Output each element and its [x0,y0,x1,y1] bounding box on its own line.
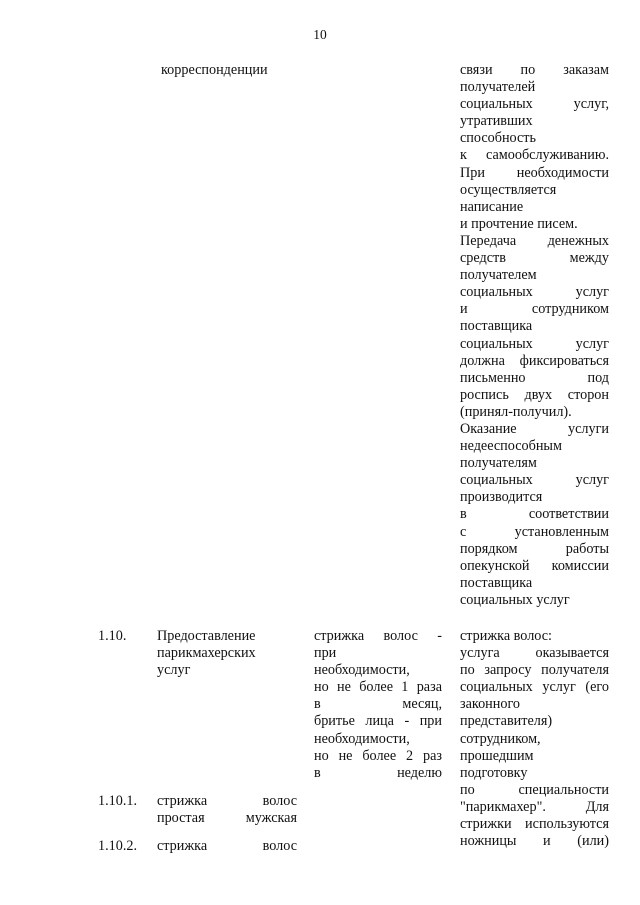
description-line: по специальности [460,781,609,798]
description-line: стрижка волос: [460,628,552,644]
page-number: 10 [313,27,327,42]
description-line: прошедшим [460,747,534,764]
description-line: ножницы и (или) [460,833,609,850]
description-line: письменно под [460,369,609,386]
periodicity-line: в месяц, [314,696,442,713]
periodicity-line: при [314,645,337,662]
description-line: Оказание услуги [460,420,609,437]
description-line: (принял-получил). [460,403,572,420]
description-line: социальных услуг [460,284,609,301]
description-line: в соответствии [460,506,609,523]
description-line: "парикмахер". Для [460,798,609,815]
description-line: сотрудником, [460,730,541,747]
description-line: подготовку [460,764,528,781]
periodicity-line: в неделю [314,764,442,781]
row-1-10-2-name [157,838,297,855]
description-line: должна фиксироваться [460,352,609,369]
description-line: законного [460,696,521,713]
top-row-description [460,62,609,609]
description-line: поставщика [460,318,533,335]
description-line: социальных услуг [460,472,609,489]
periodicity-line: необходимости, [314,662,410,679]
description-line: осуществляется [460,181,557,198]
description-line: социальных услуг [460,591,570,608]
description-line: к самообслуживанию. [460,147,609,164]
description-line: средств между [460,250,609,267]
description-line: получателем [460,267,537,284]
description-line: опекунской комиссии [460,557,609,574]
description-line: услуга оказывается [460,645,609,662]
row-1-10-1-number: 1.10.1. [98,793,138,809]
row-1-10-name [157,628,297,679]
row-1-10-description [460,628,609,850]
description-line: недееспособным [460,438,562,455]
periodicity-line: стрижка волос - [314,628,442,644]
service-name-line: Предоставление [157,628,256,644]
top-row-service-name: корреспонденции [161,62,268,78]
service-name-line: услуг [157,662,191,679]
description-line: связи по заказам [460,62,609,78]
description-line: Передача денежных [460,232,609,249]
periodicity-line: но не более 1 раза [314,679,442,696]
row-1-10-2-number: 1.10.2. [98,838,138,854]
description-line: социальных услуг (его [460,679,609,696]
service-name-line: стрижка волос [157,838,297,854]
description-line: роспись двух сторон [460,386,609,403]
service-name-line: стрижка волос [157,793,297,809]
description-line: и прочтение писем. [460,215,578,232]
periodicity-line: но не более 2 раз [314,747,442,764]
description-line: стрижки используются [460,816,609,833]
row-1-10-periodicity [314,628,442,782]
service-name-line: простая мужская [157,810,297,827]
description-line: получателям [460,455,537,472]
description-line: социальных услуг, [460,96,609,113]
description-line: с установленным [460,523,609,540]
description-line: способность [460,130,536,147]
service-name-line: парикмахерских [157,645,256,662]
row-1-10-number: 1.10. [98,628,127,644]
description-line: и сотрудником [460,301,609,318]
description-line: порядком работы [460,540,609,557]
description-line: написание [460,198,524,215]
periodicity-line: бритье лица - при [314,713,442,730]
description-line: производится [460,489,543,506]
description-line: социальных услуг [460,335,609,352]
description-line: поставщика [460,574,533,591]
description-line: представителя) [460,713,553,730]
description-line: При необходимости [460,164,609,181]
row-1-10-1-name [157,793,297,827]
description-line: получателей [460,79,536,96]
description-line: по запросу получателя [460,662,609,679]
description-line: утративших [460,113,533,130]
periodicity-line: необходимости, [314,730,410,747]
